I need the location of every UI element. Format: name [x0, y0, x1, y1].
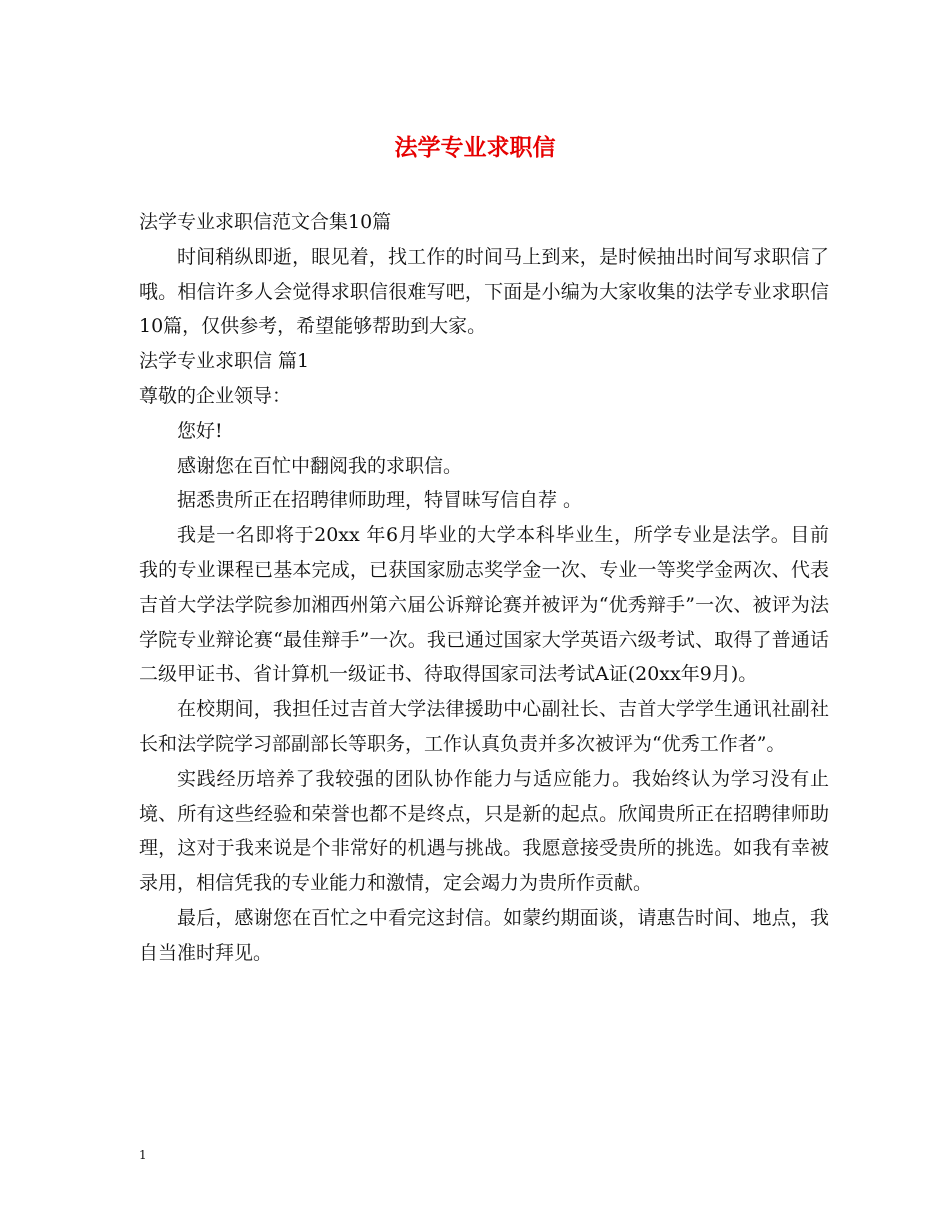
doc-paragraph: 我是一名即将于20xx 年6月毕业的大学本科毕业生，所学专业是法学。目前我的专业课程已基本完成，已获国家励志奖学金一次、专业一等奖学金两次、代表吉首大学法学院参加湘西州第六届公诉辩论赛并被评为“优秀辩手”一次、被评为法学院专业辩论赛“最佳辩手”一次。我已通过国家大学英语六级考试、取得了普通话二级甲证书、省计算机一级证书、待取得国家司法考试A证(20xx年9月)。: [139, 524, 829, 686]
doc-paragraph: 感谢您在百忙中翻阅我的求职信。: [177, 454, 463, 477]
doc-paragraph: 法学专业求职信范文合集10篇: [139, 211, 392, 233]
doc-paragraph: 时间稍纵即逝，眼见着，找工作的时间马上到来，是时候抽出时间写求职信了哦。相信许多人会觉得求职信很难写吧，下面是小编为大家收集的法学专业求职信10篇，仅供参考，希望能够帮助到大家。: [139, 245, 829, 338]
document-title: 法学专业求职信: [394, 134, 556, 161]
doc-paragraph: 实践经历培养了我较强的团队协作能力与适应能力。我始终认为学习没有止境、所有这些经验和荣誉也都不是终点，只是新的起点。欣闻贵所正在招聘律师助理，这对于我来说是个非常好的机遇与挑战。我愿意接受贵所的挑选。如我有幸被录用，相信凭我的专业能力和激情，定会竭力为贵所作贡献。: [139, 767, 829, 895]
doc-paragraph: 最后，感谢您在百忙之中看完这封信。如蒙约期面谈，请惠告时间、地点，我自当准时拜见。: [139, 906, 829, 964]
doc-paragraph: 在校期间，我担任过吉首大学法律援助中心副社长、吉首大学学生通讯社副社长和法学院学习部副部长等职务，工作认真负责并多次被评为“优秀工作者”。: [139, 698, 829, 755]
section-heading: 法学专业求职信 篇1: [139, 350, 310, 373]
salutation: 尊敬的企业领导：: [139, 384, 292, 407]
doc-paragraph: 据悉贵所正在招聘律师助理，特冒昧写信自荐 。: [177, 489, 583, 512]
document-body: [139, 205, 829, 971]
greeting: 您好!: [177, 419, 223, 442]
page-number: 1: [139, 1148, 147, 1162]
